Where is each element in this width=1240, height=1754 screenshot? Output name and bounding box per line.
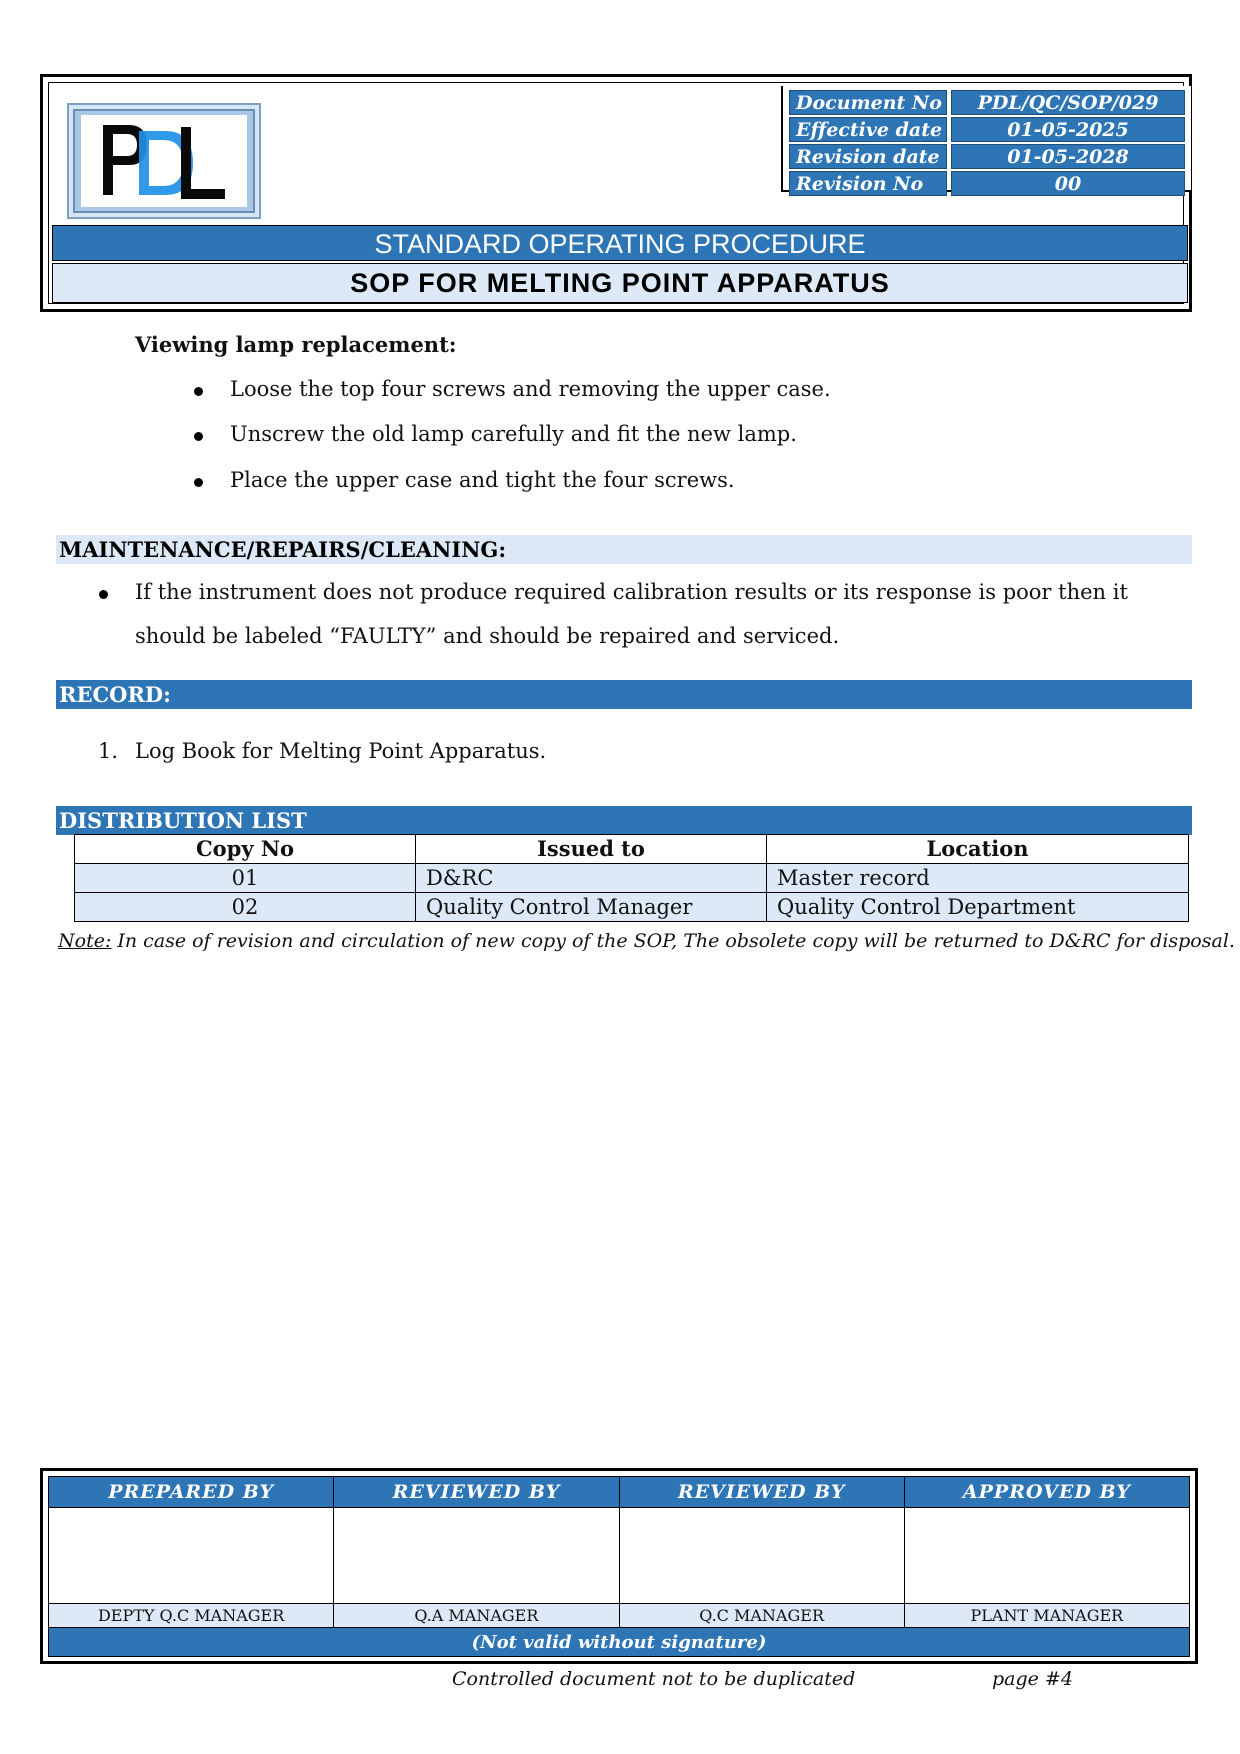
info-row-revision-no bbox=[789, 171, 1185, 196]
lamp-section-heading: Viewing lamp replacement: bbox=[135, 332, 457, 357]
document-header bbox=[40, 74, 1192, 312]
table-cell: Master record bbox=[767, 864, 1189, 893]
info-value: PDL/QC/SOP/029 bbox=[951, 90, 1185, 115]
reviewed-by-heading: REVIEWED BY bbox=[619, 1477, 904, 1508]
controlled-document-notice: Controlled document not to be duplicated bbox=[452, 1668, 856, 1690]
signature-space bbox=[334, 1507, 619, 1603]
info-value: 01-05-2025 bbox=[951, 117, 1185, 142]
maintenance-text-line-1: If the instrument does not produce required calibration results or its response is poor then it bbox=[135, 580, 1128, 604]
distribution-table bbox=[74, 834, 1189, 922]
column-header: Issued to bbox=[416, 835, 767, 864]
signer-role: DEPTY Q.C MANAGER bbox=[49, 1603, 334, 1627]
page-number: page #4 bbox=[992, 1668, 1073, 1690]
info-value: 00 bbox=[951, 171, 1185, 196]
info-label: Document No bbox=[789, 90, 947, 115]
pdl-logo-icon bbox=[81, 115, 247, 207]
company-logo bbox=[67, 103, 261, 219]
table-cell: Quality Control Manager bbox=[416, 893, 767, 922]
bullet-icon bbox=[194, 432, 203, 441]
document-title: SOP FOR MELTING POINT APPARATUS bbox=[52, 263, 1188, 303]
table-row bbox=[75, 893, 1189, 922]
prepared-by-heading: PREPARED BY bbox=[49, 1477, 334, 1508]
info-label: Revision No bbox=[789, 171, 947, 196]
header-inner-frame bbox=[48, 82, 1184, 304]
table-header-row bbox=[75, 835, 1189, 864]
signature-table bbox=[48, 1476, 1190, 1657]
signature-space-row bbox=[49, 1507, 1190, 1603]
table-cell: 02 bbox=[75, 893, 416, 922]
table-cell: 01 bbox=[75, 864, 416, 893]
validity-row bbox=[49, 1628, 1190, 1657]
info-row-revision-date bbox=[789, 144, 1185, 169]
logo-panel bbox=[81, 115, 247, 207]
signature-block bbox=[40, 1468, 1198, 1664]
reviewed-by-heading: REVIEWED BY bbox=[334, 1477, 619, 1508]
column-header: Location bbox=[767, 835, 1189, 864]
maintenance-text-line-2: should be labeled “FAULTY” and should be repaired and serviced. bbox=[135, 624, 840, 648]
record-heading: RECORD: bbox=[56, 680, 1192, 709]
bullet-icon bbox=[194, 387, 203, 396]
signature-space bbox=[49, 1507, 334, 1603]
bullet-icon bbox=[99, 590, 108, 599]
info-value: 01-05-2028 bbox=[951, 144, 1185, 169]
approved-by-heading: APPROVED BY bbox=[904, 1477, 1189, 1508]
signature-heading-row bbox=[49, 1477, 1190, 1508]
signer-role: Q.C MANAGER bbox=[619, 1603, 904, 1627]
distribution-heading: DISTRIBUTION LIST bbox=[56, 806, 1192, 835]
info-row-effective-date bbox=[789, 117, 1185, 142]
lamp-step: Unscrew the old lamp carefully and fit the new lamp. bbox=[230, 422, 797, 446]
distribution-note bbox=[58, 930, 1235, 952]
signature-role-row bbox=[49, 1603, 1190, 1627]
table-cell: D&RC bbox=[416, 864, 767, 893]
table-row bbox=[75, 864, 1189, 893]
record-item-number: 1. bbox=[98, 739, 119, 763]
record-item-text: Log Book for Melting Point Apparatus. bbox=[135, 739, 547, 763]
info-label: Effective date bbox=[789, 117, 947, 142]
signature-space bbox=[904, 1507, 1189, 1603]
note-text: In case of revision and circulation of new copy of the SOP, The obsolete copy will be returned to D&RC for disposal. bbox=[111, 930, 1235, 952]
signer-role: PLANT MANAGER bbox=[904, 1603, 1189, 1627]
validity-note: (Not valid without signature) bbox=[49, 1628, 1190, 1657]
info-row-document-no bbox=[789, 90, 1185, 115]
document-info-table bbox=[781, 86, 1191, 195]
signature-space bbox=[619, 1507, 904, 1603]
info-label: Revision date bbox=[789, 144, 947, 169]
column-header: Copy No bbox=[75, 835, 416, 864]
maintenance-heading: MAINTENANCE/REPAIRS/CLEANING: bbox=[56, 535, 1192, 564]
lamp-step: Place the upper case and tight the four screws. bbox=[230, 468, 735, 492]
signer-role: Q.A MANAGER bbox=[334, 1603, 619, 1627]
table-cell: Quality Control Department bbox=[767, 893, 1189, 922]
bullet-icon bbox=[194, 478, 203, 487]
note-label: Note: bbox=[58, 930, 112, 952]
lamp-step: Loose the top four screws and removing the upper case. bbox=[230, 377, 831, 401]
sop-label-band: STANDARD OPERATING PROCEDURE bbox=[52, 225, 1188, 261]
